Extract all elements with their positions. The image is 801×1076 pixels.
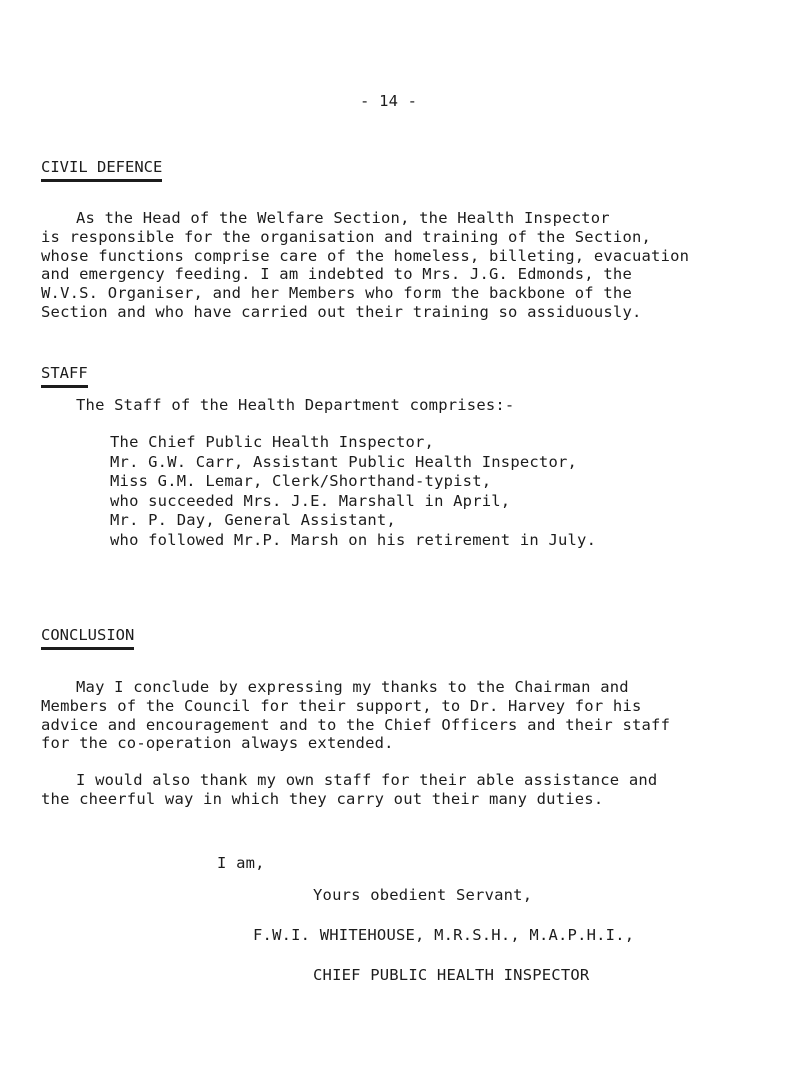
page-number: - 14 -: [360, 92, 418, 110]
staff-line: Mr. P. Day, General Assistant,: [110, 511, 396, 530]
paragraph-line: and emergency feeding. I am indebted to Mrs. J.G. Edmonds, the: [41, 265, 632, 284]
staff-line: who succeeded Mrs. J.E. Marshall in April,: [110, 491, 511, 510]
signoff-i-am: I am,: [217, 854, 265, 872]
staff-line: who followed Mr.P. Marsh on his retirement in July.: [110, 530, 597, 549]
paragraph-line: Section and who have carried out their training so assiduously.: [41, 302, 642, 321]
staff-intro: The Staff of the Health Department comprises:-: [76, 396, 515, 414]
paragraph-line: I would also thank my own staff for their able assistance and: [76, 771, 658, 789]
paragraph-line: the cheerful way in which they carry out their many duties.: [41, 789, 604, 808]
civil-defence-heading: CIVIL DEFENCE: [41, 158, 162, 182]
staff-list: [110, 433, 596, 551]
signoff-title: CHIEF PUBLIC HEALTH INSPECTOR: [313, 966, 590, 984]
paragraph-line: advice and encouragement and to the Chief Officers and their staff: [41, 715, 671, 734]
conclusion-heading: CONCLUSION: [41, 626, 134, 650]
paragraph-line: Members of the Council for their support, to Dr. Harvey for his: [41, 696, 642, 715]
conclusion-paragraph-2: [41, 771, 781, 809]
paragraph-line: whose functions comprise care of the homeless, billeting, evacuation: [41, 246, 690, 265]
staff-line: Mr. G.W. Carr, Assistant Public Health Inspector,: [110, 452, 578, 471]
staff-heading: STAFF: [41, 364, 88, 388]
paragraph-line: As the Head of the Welfare Section, the Health Inspector: [76, 209, 610, 227]
paragraph-line: May I conclude by expressing my thanks to the Chairman and: [76, 678, 629, 696]
paragraph-line: W.V.S. Organiser, and her Members who form the backbone of the: [41, 284, 632, 303]
paragraph-line: is responsible for the organisation and training of the Section,: [41, 227, 652, 246]
paragraph-line: for the co-operation always extended.: [41, 734, 394, 753]
civil-defence-paragraph: [41, 209, 781, 322]
staff-line: The Chief Public Health Inspector,: [110, 433, 435, 451]
conclusion-paragraph-1: [41, 678, 781, 753]
signoff-name: F.W.I. WHITEHOUSE, M.R.S.H., M.A.P.H.I.,: [253, 926, 635, 944]
staff-line: Miss G.M. Lemar, Clerk/Shorthand-typist,: [110, 472, 492, 491]
signoff-closing: Yours obedient Servant,: [313, 886, 533, 904]
